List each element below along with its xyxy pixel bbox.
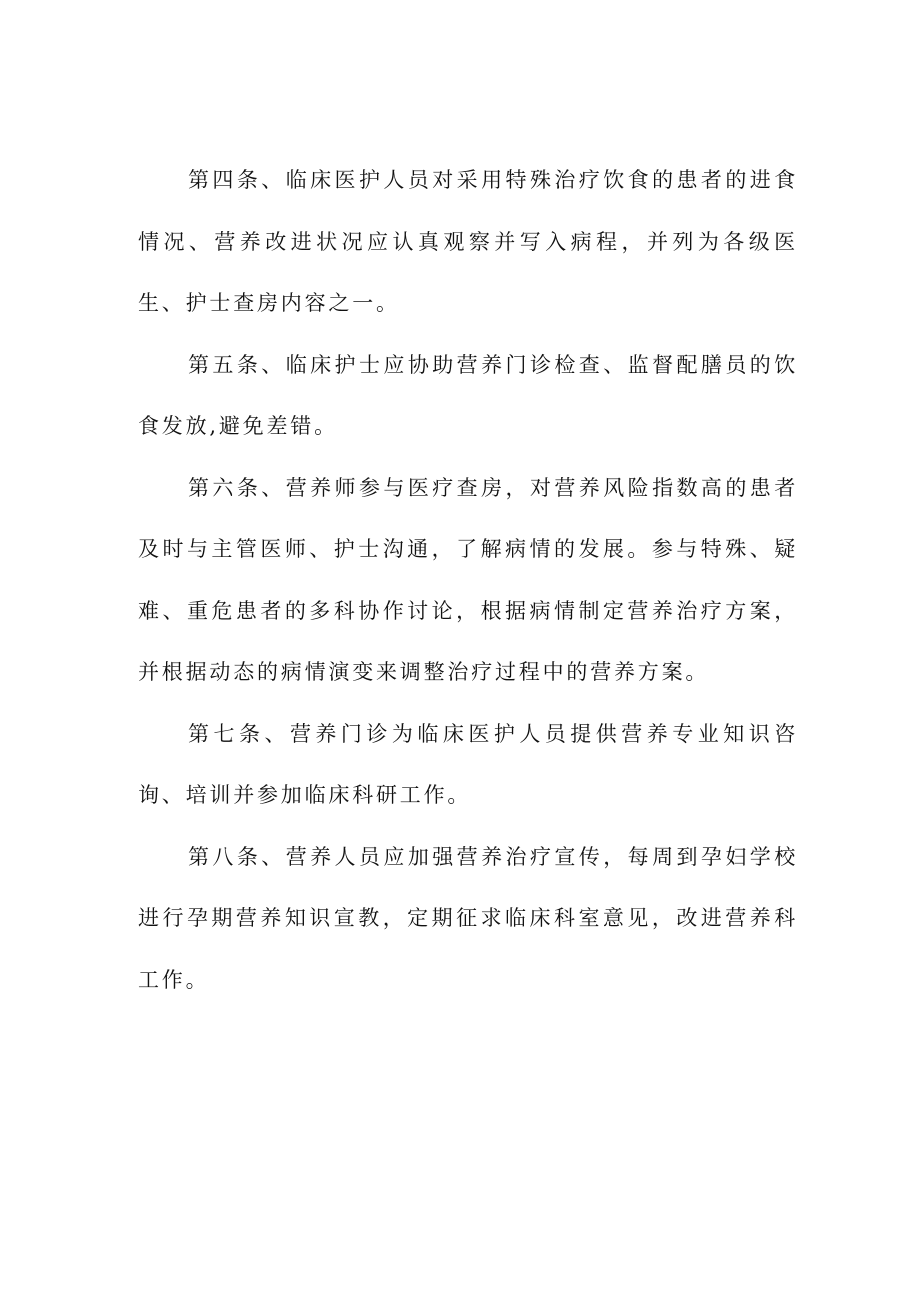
article-4-paragraph: 第四条、临床医护人员对采用特殊治疗饮食的患者的进食情况、营养改进状况应认真观察并写入病程，并列为各级医生、护士查房内容之一。 [138,168,798,315]
article-6-paragraph: 第六条、营养师参与医疗查房，对营养风险指数高的患者及时与主管医师、护士沟通，了解病情的发展。参与特殊、疑难、重危患者的多科协作讨论，根据病情制定营养治疗方案，并根据动态的病情演变来调整治疗过程中的营养方案。 [138,475,798,684]
article-8-paragraph: 第八条、营养人员应加强营养治疗宣传，每周到孕妇学校进行孕期营养知识宣教，定期征求临床科室意见，改进营养科工作。 [138,844,798,992]
article-7-paragraph: 第七条、营养门诊为临床医护人员提供营养专业知识咨询、培训并参加临床科研工作。 [138,721,798,807]
document-body [138,150,798,1011]
article-5-paragraph: 第五条、临床护士应协助营养门诊检查、监督配膳员的饮食发放,避免差错。 [138,352,798,438]
